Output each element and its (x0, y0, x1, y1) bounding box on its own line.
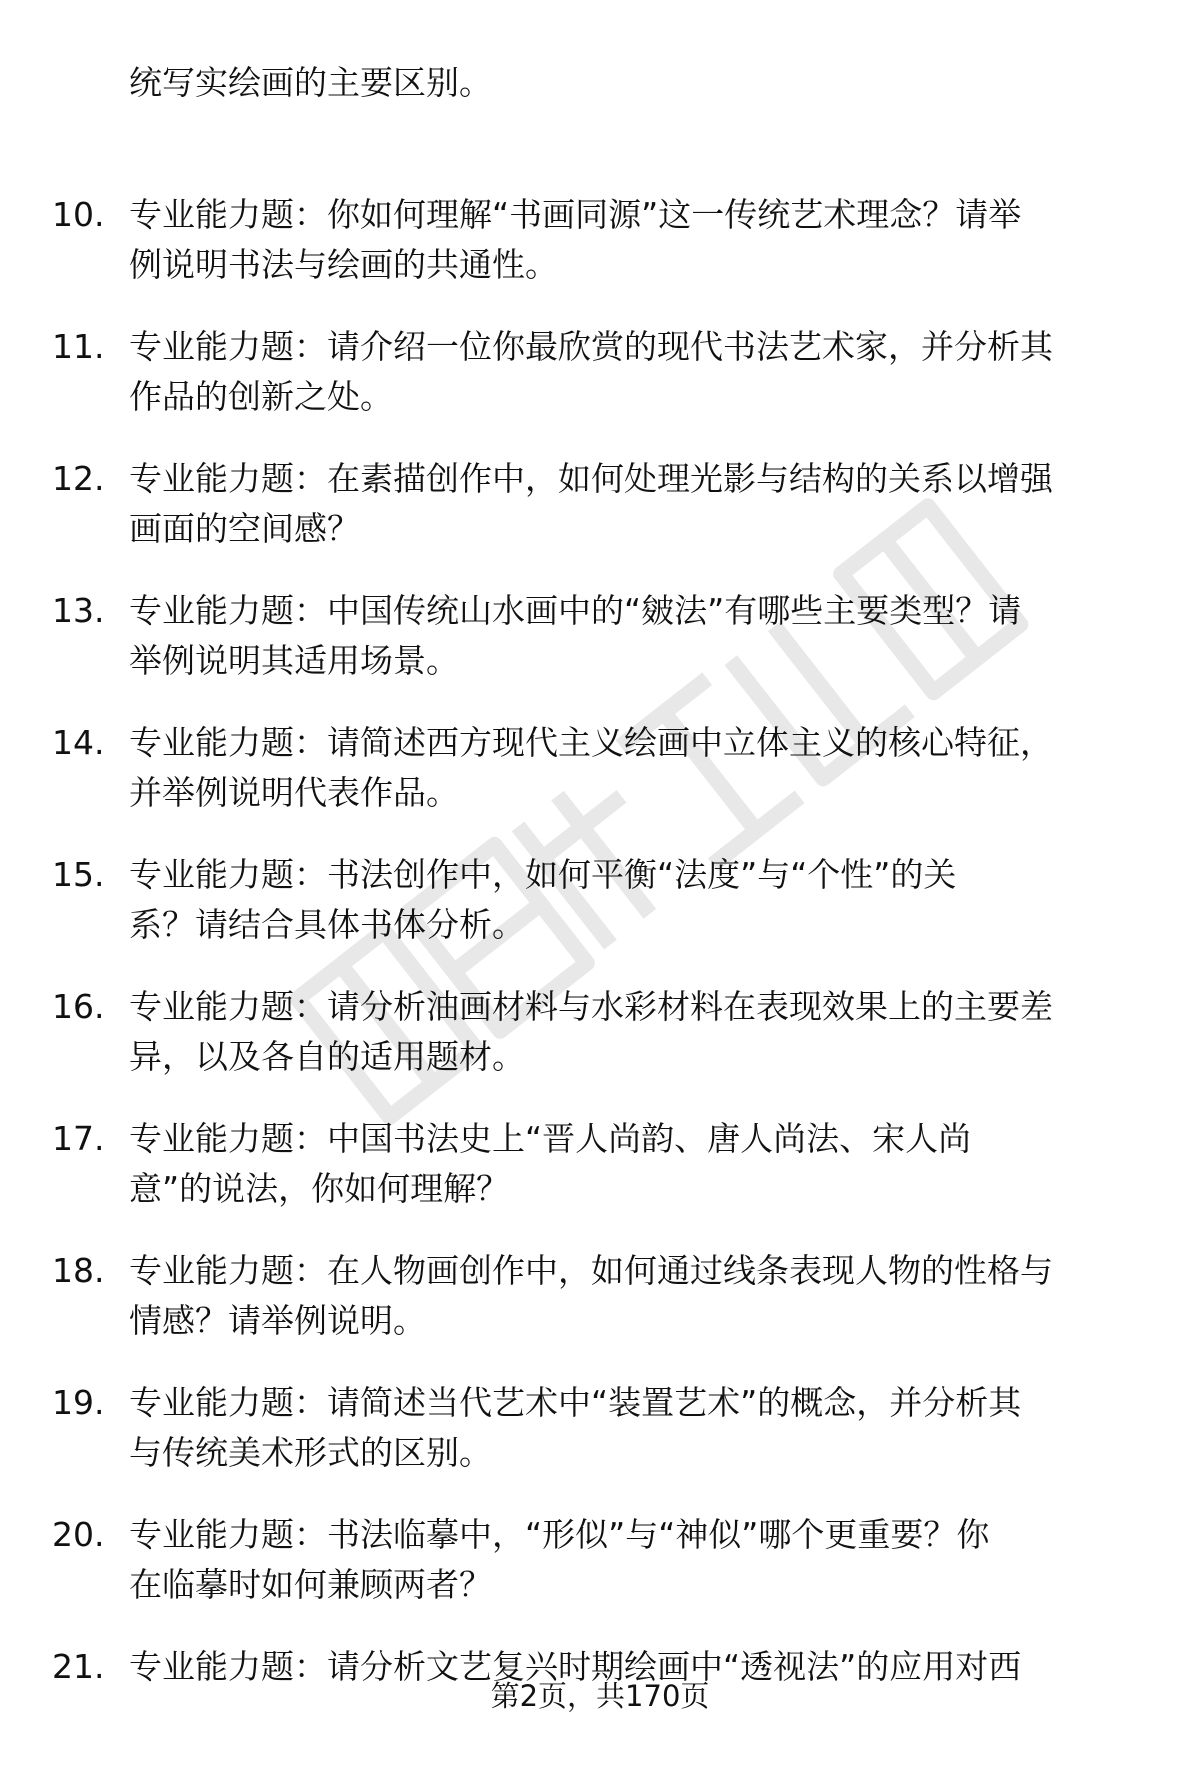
question-item (0, 586, 1200, 718)
page-number-footer: 第2页，共170页 (490, 1679, 710, 1713)
question-text (129, 322, 1149, 422)
question-line: 作品的创新之处。 (129, 377, 393, 416)
question-text (129, 1114, 1149, 1214)
question-line: 例说明书法与绘画的共通性。 (129, 245, 558, 284)
question-text (129, 982, 1149, 1082)
question-line: 并举例说明代表作品。 (129, 773, 459, 812)
question-item (0, 1510, 1200, 1642)
question-text (129, 190, 1149, 290)
question-number: 18. (52, 1251, 105, 1290)
question-line: 专业能力题：中国传统山水画中的“皴法”有哪些主要类型？请 (129, 591, 1022, 630)
question-number: 20. (52, 1515, 105, 1554)
question-number: 15. (52, 855, 105, 894)
question-line: 专业能力题：中国书法史上“晋人尚韵、唐人尚法、宋人尚 (129, 1119, 972, 1158)
question-item (0, 190, 1200, 322)
question-item (0, 718, 1200, 850)
question-item (0, 1114, 1200, 1246)
question-number: 10. (52, 195, 105, 234)
question-line: 专业能力题：书法创作中，如何平衡“法度”与“个性”的关 (129, 855, 957, 894)
question-line: 专业能力题：在素描创作中，如何处理光影与结构的关系以增强 (129, 459, 1053, 498)
question-line: 专业能力题：请简述西方现代主义绘画中立体主义的核心特征， (129, 723, 1053, 762)
question-line: 专业能力题：书法临摹中，“形似”与“神似”哪个更重要？你 (129, 1515, 990, 1554)
question-text (129, 586, 1149, 686)
question-text (129, 1246, 1149, 1346)
question-line: 异，以及各自的适用题材。 (129, 1037, 525, 1076)
question-line: 专业能力题：请介绍一位你最欣赏的现代书法艺术家，并分析其 (129, 327, 1053, 366)
question-number: 16. (52, 987, 105, 1026)
question-item (0, 850, 1200, 982)
document-content (0, 58, 1200, 1774)
question-line: 在临摹时如何兼顾两者？ (129, 1565, 492, 1604)
question-line: 专业能力题：你如何理解“书画同源”这一传统艺术理念？请举 (129, 195, 1022, 234)
question-item (0, 1378, 1200, 1510)
question-number: 21. (52, 1647, 105, 1686)
question-number: 11. (52, 327, 105, 366)
question-item (0, 1246, 1200, 1378)
question-number: 14. (52, 723, 105, 762)
question-line: 专业能力题：在人物画创作中，如何通过线条表现人物的性格与 (129, 1251, 1053, 1290)
question-line: 情感？请举例说明。 (129, 1301, 426, 1340)
question-line: 与传统美术形式的区别。 (129, 1433, 492, 1472)
question-line: 专业能力题：请分析油画材料与水彩材料在表现效果上的主要差 (129, 987, 1053, 1026)
question-line: 系？请结合具体书体分析。 (129, 905, 525, 944)
question-line: 专业能力题：请简述当代艺术中“装置艺术”的概念，并分析其 (129, 1383, 1022, 1422)
question-text (129, 1378, 1149, 1478)
question-text (129, 850, 1149, 950)
question-line: 意”的说法，你如何理解？ (129, 1169, 510, 1208)
question-line: 举例说明其适用场景。 (129, 641, 459, 680)
question-item (0, 982, 1200, 1114)
paragraph-spacer (0, 108, 1200, 190)
question-text (129, 454, 1149, 554)
question-number: 17. (52, 1119, 105, 1158)
question-number: 13. (52, 591, 105, 630)
question-line: 专业能力题：请分析文艺复兴时期绘画中“透视法”的应用对西 (129, 1647, 1022, 1686)
question-line: 画面的空间感？ (129, 509, 360, 548)
question-text (129, 1510, 1149, 1610)
question-item (0, 322, 1200, 454)
question-item (0, 454, 1200, 586)
continued-text: 统写实绘画的主要区别。 (129, 63, 492, 102)
question-number: 12. (52, 459, 105, 498)
question-number: 19. (52, 1383, 105, 1422)
question-text (129, 718, 1149, 818)
